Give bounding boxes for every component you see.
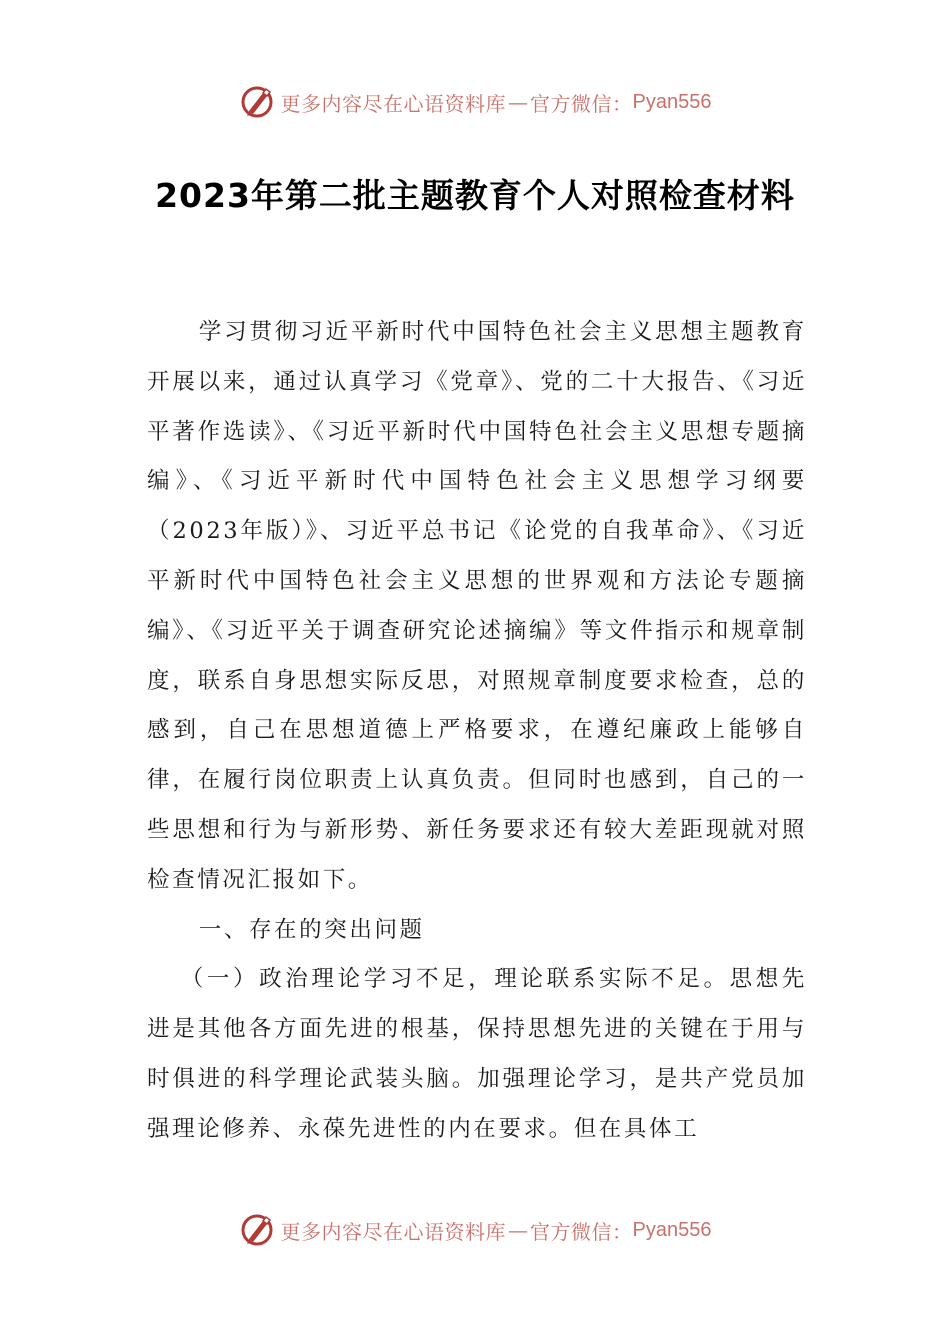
banner-account-label: 官方微信： bbox=[530, 91, 633, 116]
header-watermark-banner bbox=[0, 82, 950, 122]
document-body bbox=[147, 308, 807, 1155]
banner-account-id: Pyan556 bbox=[632, 1218, 712, 1241]
intro-paragraph: 学习贯彻习近平新时代中国特色社会主义思想主题教育开展以来，通过认真学习《党章》、党的二十大报告、《习近平著作选读》、《习近平新时代中国特色社会主义思想专题摘编》、《习近平新时代中国特色社会主义思想学习纲要（2023年版）》、习近平总书记《论党的自我革命》、《习近平新时代中国特色社会主义思想的世界观和方法论专题摘编》、《习近平关于调查研究论述摘编》等文件指示和规章制度，联系自身思想实际反思，对照规章制度要求检查，总的感到，自己在思想道德上严格要求，在遵纪廉政上能够自律，在履行岗位职责上认真负责。但同时也感到，自己的一些思想和行为与新形势、新任务要求还有较大差距现就对照检查情况汇报如下。 bbox=[147, 319, 807, 893]
banner-slogan: 更多内容尽在心语资料库 bbox=[280, 1219, 507, 1244]
banner-account-label: 官方微信： bbox=[530, 1219, 633, 1244]
footer-watermark-banner bbox=[0, 1210, 950, 1250]
banner-slogan: 更多内容尽在心语资料库 bbox=[280, 91, 507, 116]
document-title: 2023年第二批主题教育个人对照检查材料 bbox=[155, 176, 795, 215]
subsection-paragraph: （一）政治理论学习不足，理论联系实际不足。思想先进是其他各方面先进的根基，保持思想先进的关键在于用与时俱进的科学理论武装头脑。加强理论学习，是共产党员加强理论修养、永葆先进性的内在要求。但在具体工 bbox=[147, 966, 807, 1142]
pen-logo-icon bbox=[239, 1212, 275, 1248]
banner-separator: — bbox=[508, 90, 529, 114]
banner-account-id: Pyan556 bbox=[632, 90, 712, 113]
banner-separator: — bbox=[508, 1218, 529, 1242]
section-heading: 一、存在的突出问题 bbox=[198, 916, 425, 943]
pen-logo-icon bbox=[239, 84, 275, 120]
